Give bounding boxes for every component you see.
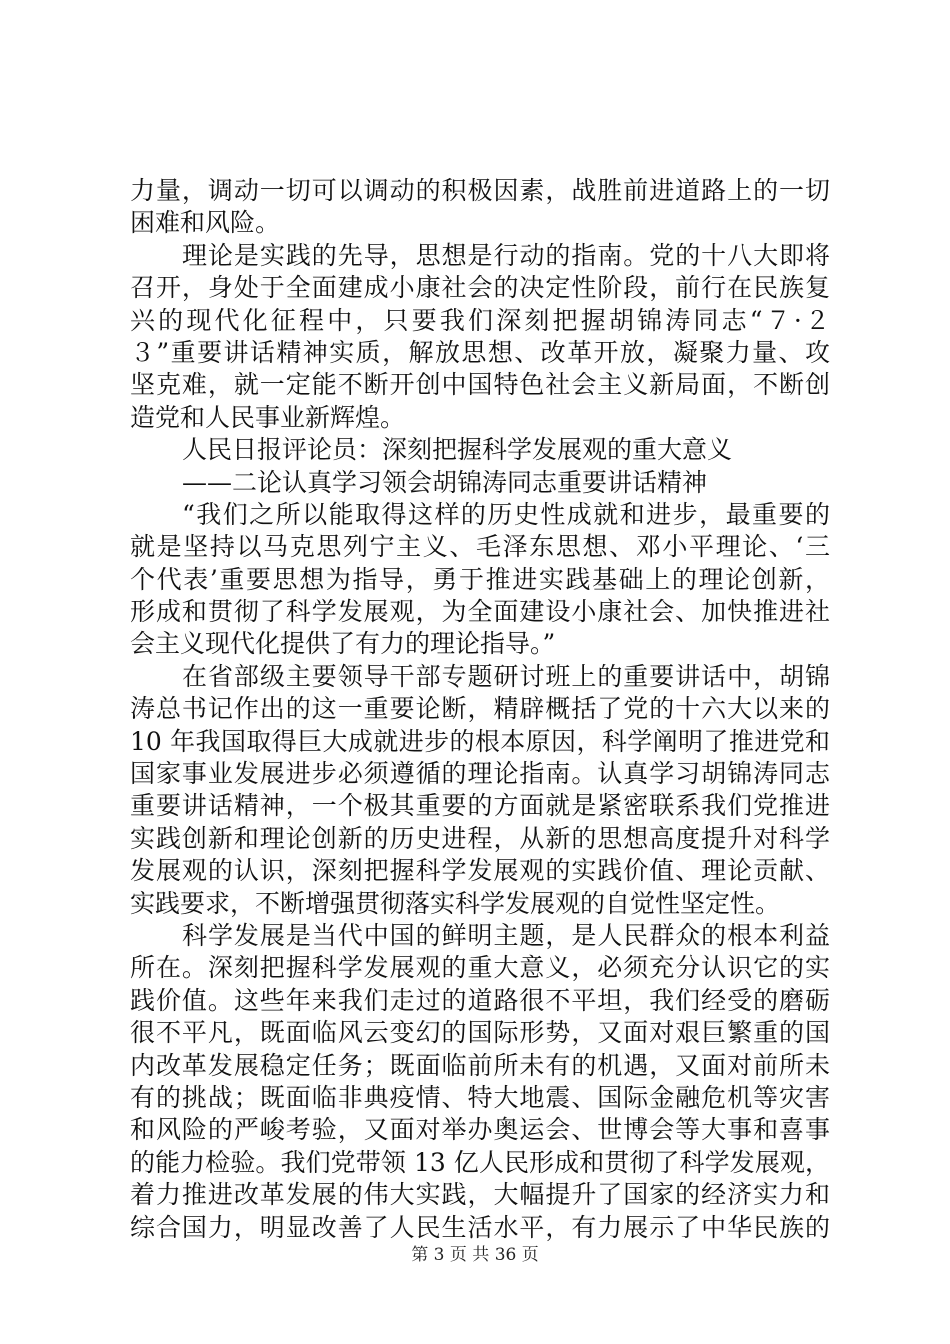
text-line: “我们之所以能取得这样的历史性成就和进步，最重要的 (182, 499, 830, 529)
text-line: ３”重要讲话精神实质，解放思想、改革开放，凝聚力量、攻 (130, 337, 830, 367)
text-line: 综合国力，明显改善了人民生活水平，有力展示了中华民族的 (130, 1212, 830, 1242)
text-line: 内改革发展稳定任务；既面临前所未有的机遇，又面对前所未 (130, 1050, 830, 1080)
text-line: 人民日报评论员：深刻把握科学发展观的重大意义 (182, 435, 733, 465)
text-line: 10 年我国取得巨大成就进步的根本原因，科学阐明了推进党和 (130, 726, 830, 756)
text-line: 科学发展是当代中国的鲜明主题，是人民群众的根本利益 (182, 920, 830, 950)
text-line: 实践要求，不断增强贯彻落实科学发展观的自觉性坚定性。 (130, 888, 781, 918)
page-footer: 第 3 页 共 36 页 (411, 1245, 539, 1265)
text-line: 形成和贯彻了科学发展观，为全面建设小康社会、加快推进社 (130, 597, 830, 627)
text-line: 和风险的严峻考验，又面对举办奥运会、世博会等大事和喜事 (130, 1115, 830, 1145)
text-line: 所在。深刻把握科学发展观的重大意义，必须充分认识它的实 (130, 953, 830, 983)
text-line: 发展观的认识，深刻把握科学发展观的实践价值、理论贡献、 (130, 856, 830, 886)
text-line: 有的挑战；既面临非典疫情、特大地震、国际金融危机等灾害 (130, 1082, 830, 1112)
text-line: 理论是实践的先导，思想是行动的指南。党的十八大即将 (182, 240, 830, 270)
text-line: 就是坚持以马克思列宁主义、毛泽东思想、邓小平理论、‘三 (130, 532, 830, 562)
text-line: 国家事业发展进步必须遵循的理论指南。认真学习胡锦涛同志 (130, 759, 830, 789)
text-line: 着力推进改革发展的伟大实践，大幅提升了国家的经济实力和 (130, 1180, 830, 1210)
text-line: 重要讲话精神，一个极其重要的方面就是紧密联系我们党推进 (130, 791, 830, 821)
text-line: 困难和风险。 (130, 208, 281, 238)
text-line: ——二论认真学习领会胡锦涛同志重要讲话精神 (182, 467, 708, 497)
body-text (130, 175, 830, 1244)
text-line: 在省部级主要领导干部专题研讨班上的重要讲话中，胡锦 (182, 661, 830, 691)
text-line: 的能力检验。我们党带领 13 亿人民形成和贯彻了科学发展观， (130, 1147, 830, 1177)
text-line: 兴的现代化征程中，只要我们深刻把握胡锦涛同志“７·２ (130, 305, 830, 335)
text-line: 会主义现代化提供了有力的理论指导。” (130, 629, 556, 659)
text-line: 力量，调动一切可以调动的积极因素，战胜前进道路上的一切 (130, 176, 830, 205)
text-line: 践价值。这些年来我们走过的道路很不平坦，我们经受的磨砺 (130, 985, 830, 1015)
text-line: 个代表’重要思想为指导，勇于推进实践基础上的理论创新， (130, 564, 830, 594)
text-line: 实践创新和理论创新的历史进程，从新的思想高度提升对科学 (130, 823, 830, 853)
text-line: 造党和人民事业新辉煌。 (130, 402, 406, 432)
text-line: 召开，身处于全面建成小康社会的决定性阶段，前行在民族复 (130, 273, 830, 303)
text-line: 很不平凡，既面临风云变幻的国际形势，又面对艰巨繁重的国 (130, 1018, 830, 1048)
text-line: 坚克难，就一定能不断开创中国特色社会主义新局面，不断创 (130, 370, 830, 400)
text-line: 涛总书记作出的这一重要论断，精辟概括了党的十六大以来的 (130, 694, 830, 724)
